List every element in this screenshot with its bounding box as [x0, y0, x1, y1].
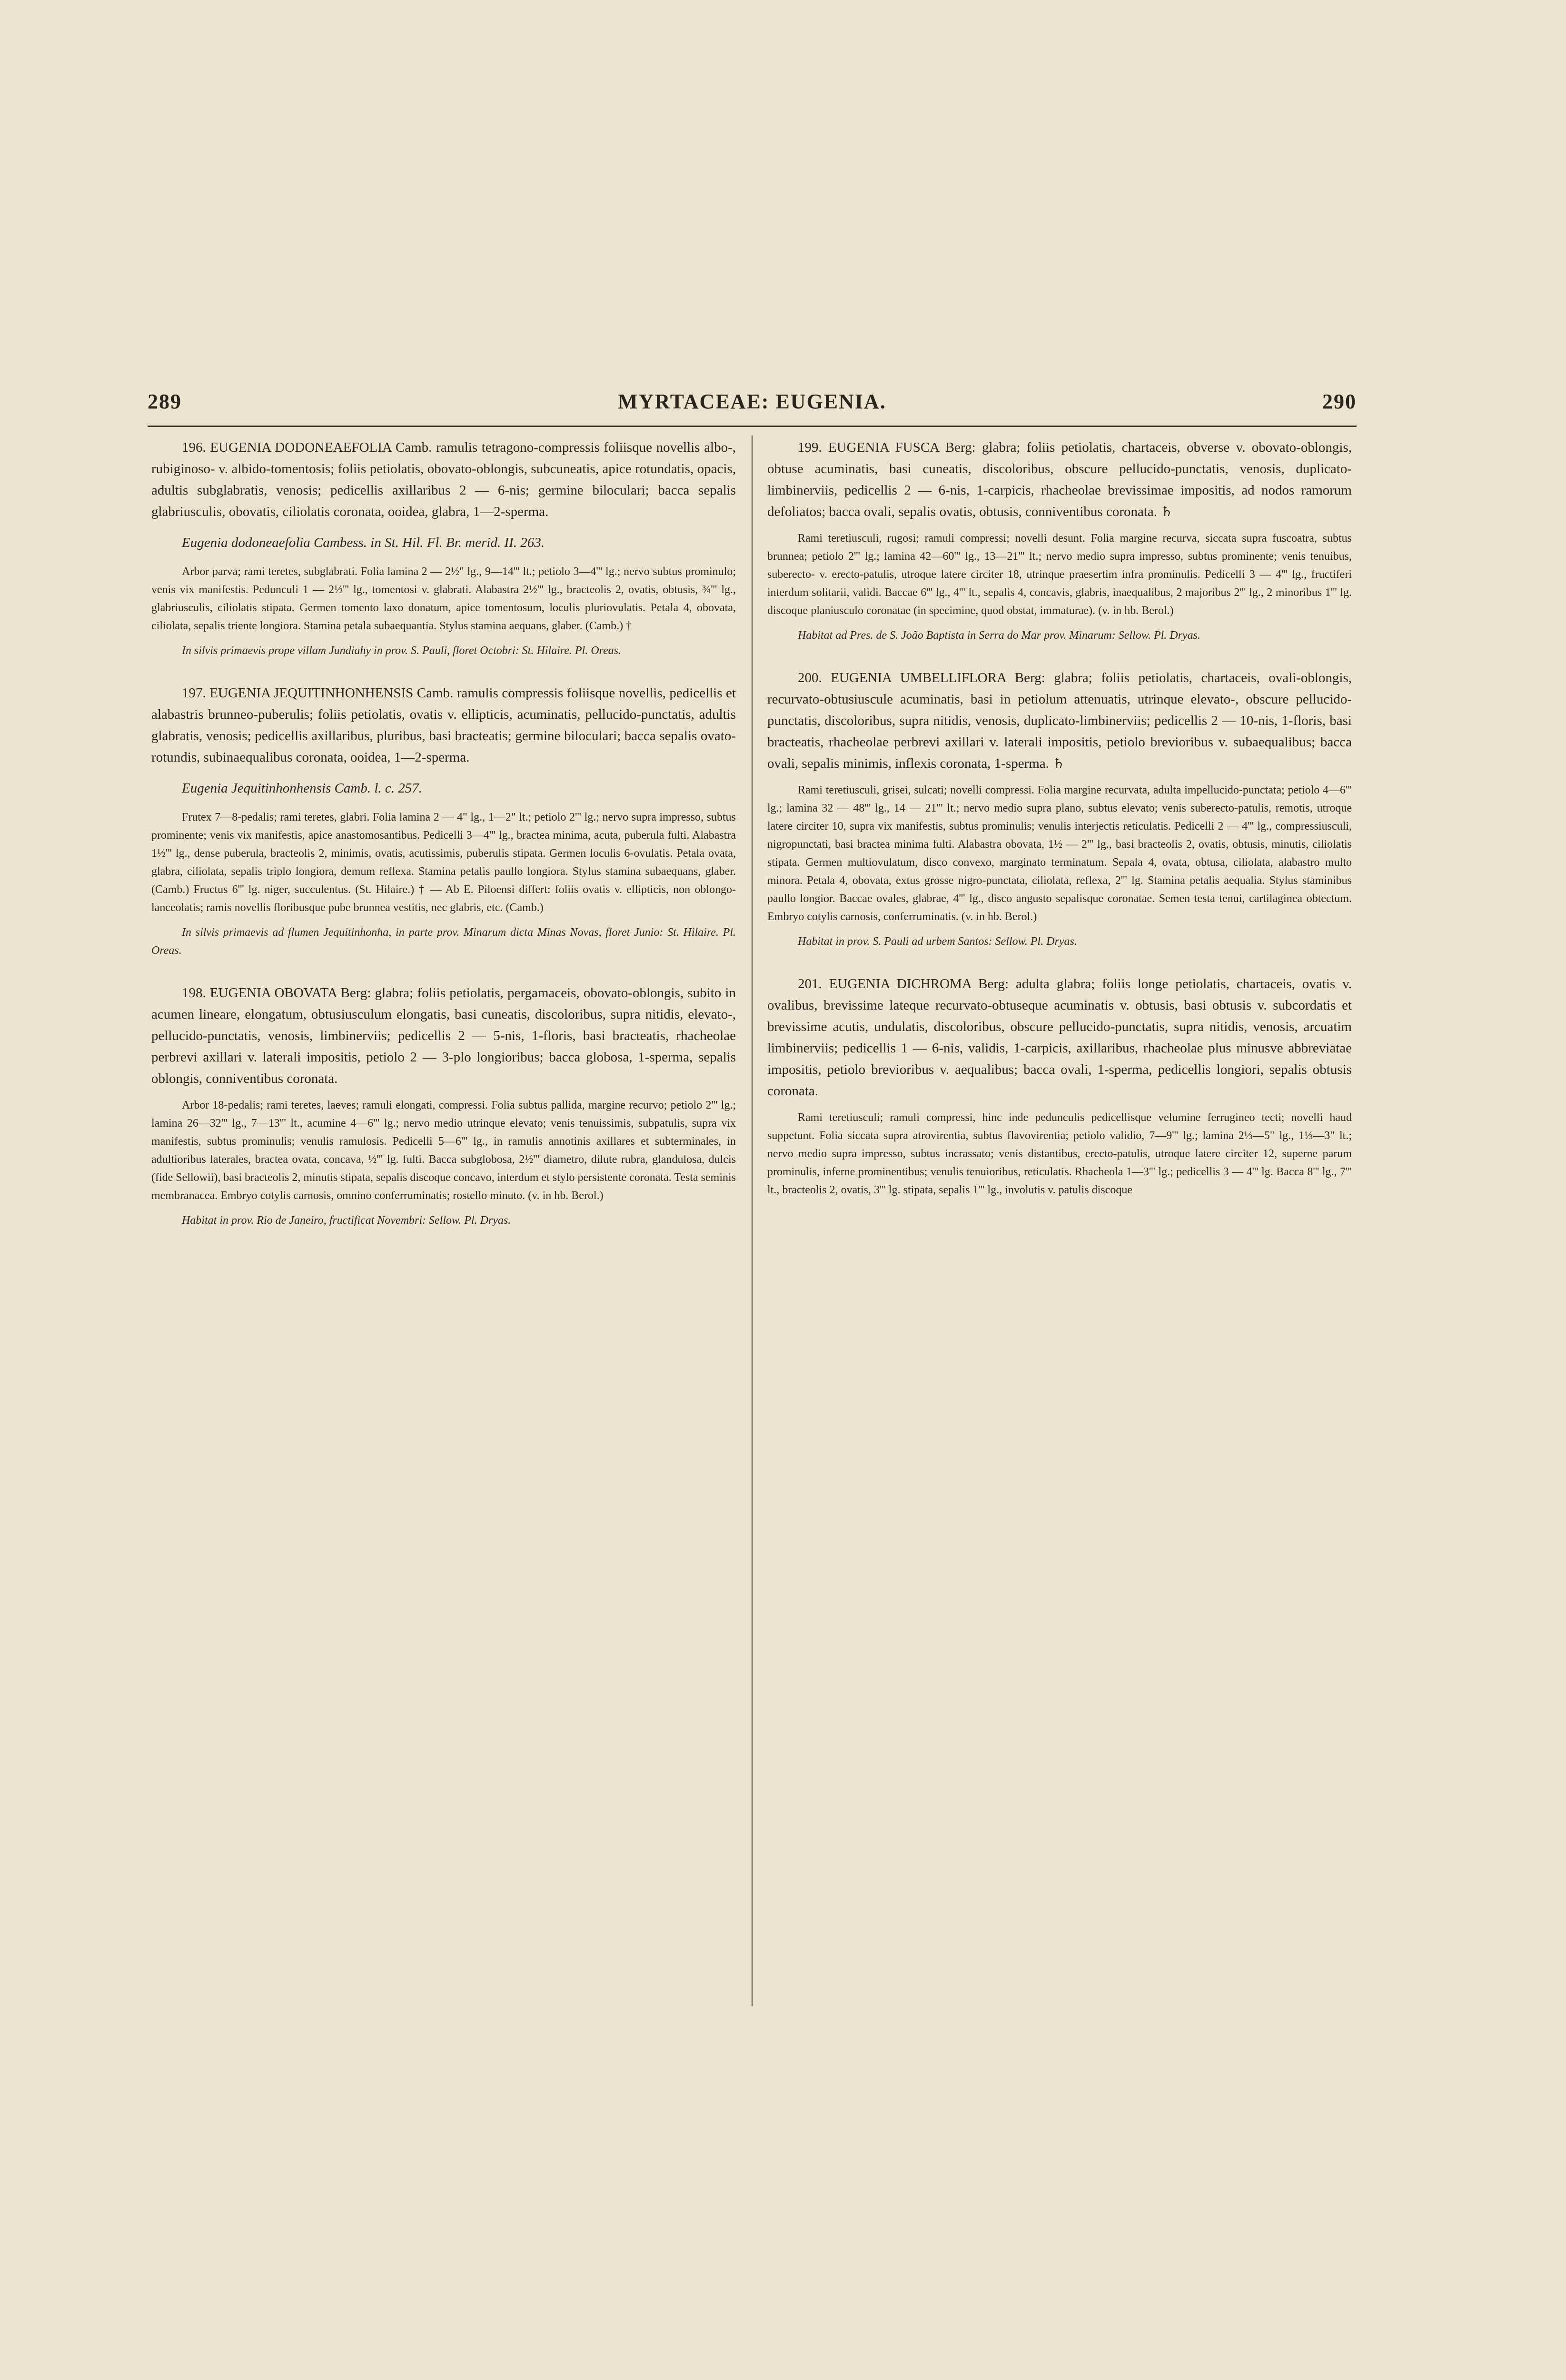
header-rule: [148, 426, 1357, 427]
right-column: [767, 437, 1352, 2017]
species-diagnosis: 196. EUGENIA DODONEAEFOLIA Camb. ramulis tetragono-compressis foliisque novellis albo-, rubiginoso- v. albido-tomentosis; foliis petiolatis, obovato-oblongis, subcuneatis, apice rotundatis, opacis, adultis subglabratis, venosis; pedicellis axillaribus 2 — 6-nis; germine biloculari; bacca sepalis glabriusculis, obovatis, ciliolatis coronata, ooidea, glabra, 1—2-sperma.: [151, 440, 736, 519]
species-description: Arbor 18-pedalis; rami teretes, laeves; ramuli elongati, compressi. Folia subtus pallida, margine recurvo; petiolo 2''' lg.; lamina 26—32''' lg., 7—13''' lt., acumine 4—6''' lg.; nervo medio utrinque elevato; venis tenuissimis, subpatulis, supra vix manifestis, subtus prominulis; venulis ramulosis. Pedicelli 5—6''' lg., in ramulis annotinis axillares et subterminales, in adultioribus laterales, bractea ovata, concava, ½''' lg. fulti. Bacca subglobosa, 2½''' diametro, dilute rubra, glandulosa, dulcis (fide Sellowii), basi bracteolis 2, minutis stipata, sepalis discoque concavo, interdum et stylo persistente coronata. Testa seminis membranacea. Embryo cotylis carnosis, omnino conferruminatis; rostello minuto. (v. in hb. Berol.): [151, 1099, 736, 1202]
species-description: Rami teretiusculi; ramuli compressi, hinc inde pedunculis pedicellisque velumine ferrugineo tecti; novelli haud suppetunt. Folia siccata supra atrovirentia, subtus flavovirentia; petiolo validio, 7—9''' lg.; lamina 2⅓—5" lg., 1⅓—3" lt.; nervo medio supra impresso, subtus incrassato; venis distantibus, erecto-patulis, utroque latere circiter 12, superne parum prominulis, inferne prominentibus; venulis tenuioribus, reticulatis. Rhacheola 1—3''' lg.; pedicellis 3 — 4''' lg. Bacca 8''' lg., 7''' lt., bracteolis 2, ovatis, 3''' lg. stipata, sepalis 1''' lg., involutis v. patulis discoque: [767, 1111, 1352, 1196]
species-habitat: Habitat ad Pres. de S. João Baptista in Serra do Mar prov. Minarum: Sellow. Pl. Dryas.: [798, 629, 1200, 642]
species-diagnosis: 200. EUGENIA UMBELLIFLORA Berg: glabra; foliis petiolatis, chartaceis, ovali-oblongis, recurvato-obtusiuscule acuminatis, basi in petiolum attenuatis, utrinque elevato-, obscure pellucido-punctatis, discoloribus, supra nitidis, venosis, duplicato-limbinerviis; pedicellis 2 — 10-nis, 1-floris, basi bracteatis, rhacheolae perbrevi axillari v. laterali impositis, petiolo brevioribus v. subaequalibus; bacca ovali, sepalis minimis, inflexis coronata, 1-sperma. ♄: [767, 670, 1352, 771]
species-description: Rami teretiusculi, grisei, sulcati; novelli compressi. Folia margine recurvata, adulta impellucido-punctata; petiolo 4—6''' lg.; lamina 32 — 48''' lg., 14 — 21''' lt.; nervo medio supra plano, subtus elevato; venis suberecto-patulis, remotis, utroque latere circiter 10, supra vix manifestis, subtus prominulis; venulis interjectis reticulatis. Pedicelli 2 — 4''' lg., compressiusculi, nigropunctati, basi bractea minima fulti. Alabastra obovata, 1½ — 2''' lg., basi bracteolis 2, ovatis, obtusis, minutis, ciliolatis stipata. Germen multiovulatum, disco convexo, marginato terminatum. Sepala 4, ovata, obtusa, ciliolata, alabastro multo minora. Petala 4, obovata, extus grosse nigro-punctata, ciliolata, reflexa, 2''' lg. Stamina petalis aequalia. Stylus staminibus paullo longior. Baccae ovales, glabrae, 4''' lg., disco angusto sepalisque coronatae. Semen testa tenui, cartilaginea obtectum. Embryo cotylis carnosis, conferruminatis. (v. in hb. Berol.): [767, 784, 1352, 923]
page-number-right: 290: [1322, 390, 1357, 413]
left-column: [151, 437, 736, 2017]
page-header: [148, 389, 1357, 424]
species-habitat: In silvis primaevis prope villam Jundiahy in prov. S. Pauli, floret Octobri: St. Hilaire. Pl. Oreas.: [182, 645, 621, 657]
page-number-left: 289: [148, 390, 182, 413]
species-entry-199: [767, 437, 1352, 645]
species-synonym: Eugenia dodoneaefolia Cambess. in St. Hil. Fl. Br. merid. II. 263.: [182, 535, 545, 550]
species-entry-196: [151, 437, 736, 660]
column-divider: [752, 436, 753, 2006]
species-entry-198: [151, 982, 736, 1230]
running-title: MYRTACEAE: EUGENIA.: [618, 390, 886, 413]
species-diagnosis: 199. EUGENIA FUSCA Berg: glabra; foliis petiolatis, chartaceis, obverse v. obovato-oblongis, obtuse acuminatis, basi cuneatis, discoloribus, obscure pellucido-punctatis, venosis, duplicato-limbinerviis, pedicellis 2 — 6-nis, 1-carpicis, rhacheolae brevissimae impositis, ad nodos ramorum defoliatos; bacca ovali, sepalis ovatis, obtusis, conniventibus coronata. ♄: [767, 440, 1352, 519]
species-habitat: Habitat in prov. Rio de Janeiro, fructificat Novembri: Sellow. Pl. Dryas.: [182, 1214, 511, 1227]
species-description: Arbor parva; rami teretes, subglabrati. Folia lamina 2 — 2½" lg., 9—14''' lt.; petiolo 3—4''' lg.; nervo subtus prominulo; venis vix manifestis. Pedunculi 1 — 2½''' lg., tomentosi v. glabrati. Alabastra 2½''' lg., bracteolis 2, ovatis, obtusis, ¾''' lg., glabriusculis, ciliolatis stipata. Germen tomento laxo donatum, apice tomentosum, loculis pluriovulatis. Petala 4, obovata, ciliolata, sepalis triente longiora. Stamina petala subaequantia. Stylus stamina aequans, glaber. (Camb.) †: [151, 565, 736, 632]
species-habitat: Habitat in prov. S. Pauli ad urbem Santos: Sellow. Pl. Dryas.: [798, 935, 1077, 948]
species-entry-200: [767, 667, 1352, 951]
species-synonym: Eugenia Jequitinhonhensis Camb. l. c. 257.: [182, 781, 423, 796]
species-description: Frutex 7—8-pedalis; rami teretes, glabri. Folia lamina 2 — 4" lg., 1—2" lt.; petiolo 2''' lg.; nervo supra impresso, subtus prominente; venis vix manifestis, apice anastomosantibus. Pedicelli 3—4''' lg., bractea minima, acuta, puberula fulti. Alabastra 1½''' lg., dense puberula, bracteolis 2, minimis, ovatis, acutissimis, puberulis stipata. Germen loculis 6-ovulatis. Petala ovata, glabra, ciliolata, sepalis triplo longiora, demum reflexa. Stamina petalis paullo longiora. Stylus stamina subaequans, glaber. (Camb.) Fructus 6''' lg. niger, succulentus. (St. Hilaire.) † — Ab E. Piloensi differt: foliis ovatis v. ellipticis, non oblongo-lanceolatis; ramis novellis floribusque pube brunnea vestitis, nec glabris, etc. (Camb.): [151, 811, 736, 914]
species-habitat: In silvis primaevis ad flumen Jequitinhonha, in parte prov. Minarum dicta Minas Novas, floret Junio: St. Hilaire. Pl. Oreas.: [151, 926, 736, 957]
species-entry-201: [767, 973, 1352, 1199]
species-description: Rami teretiusculi, rugosi; ramuli compressi; novelli desunt. Folia margine recurva, siccata supra fuscoatra, subtus brunnea; petiolo 2''' lg.; lamina 42—60''' lg., 13—21''' lt.; nervo medio supra impresso, subtus prominente; venis tenuibus, suberecto- v. erecto-patulis, utroque latere circiter 18, utrinque praesertim infra prominulis. Pedicelli 3 — 4''' lg., fructiferi interdum solitarii, validi. Baccae 6''' lg., 4''' lt., sepalis 4, concavis, glabris, inaequalibus, 2 majoribus 2''' lg., 2 minoribus 1''' lg. discoque planiusculo coronatae (in specimine, quod obstat, immaturae). (v. in hb. Berol.): [767, 532, 1352, 617]
species-diagnosis: 197. EUGENIA JEQUITINHONHENSIS Camb. ramulis compressis foliisque novellis, pedicellis et alabastris brunneo-puberulis; foliis petiolatis, ovatis v. ellipticis, acuminatis, pellucido-punctatis, adultis glabratis, venosis; pedicellis axillaribus, pluribus, basi bracteatis; germine biloculari; bacca sepalis ovato-rotundis, subinaequalibus coronata, ooidea, 1—2-sperma.: [151, 685, 736, 765]
species-entry-197: [151, 683, 736, 960]
species-diagnosis: 201. EUGENIA DICHROMA Berg: adulta glabra; foliis longe petiolatis, chartaceis, ovatis v. ovalibus, brevissime lateque recurvato-obtuseque acuminatis v. obtusis, basi obtusis v. subcordatis et brevissime acutis, undulatis, discoloribus, obscure pellucido-punctatis, supra nitidis, venosis, arcuatim limbinerviis; pedicellis 1 — 6-nis, validis, 1-carpicis, axillaribus, rhacheolae plus minusve abbreviatae impositis, petiolo brevioribus v. aequalibus; bacca ovali, 1-sperma, pedicellis longiori, sepalis obtusis coronata.: [767, 976, 1352, 1099]
species-diagnosis: 198. EUGENIA OBOVATA Berg: glabra; foliis petiolatis, pergamaceis, obovato-oblongis, subito in acumen lineare, elongatum, obtusiusculum elongatis, basi cuneatis, discoloribus, supra nitidis, elevato-, pellucido-punctatis, venosis, limbinerviis; pedicellis 2 — 5-nis, 1-floris, basi bracteatis, rhacheolae perbrevi axillari v. laterali impositis, petiolo 2 — 3-plo longioribus; bacca globosa, 1-sperma, sepalis oblongis, conniventibus coronata.: [151, 985, 736, 1086]
